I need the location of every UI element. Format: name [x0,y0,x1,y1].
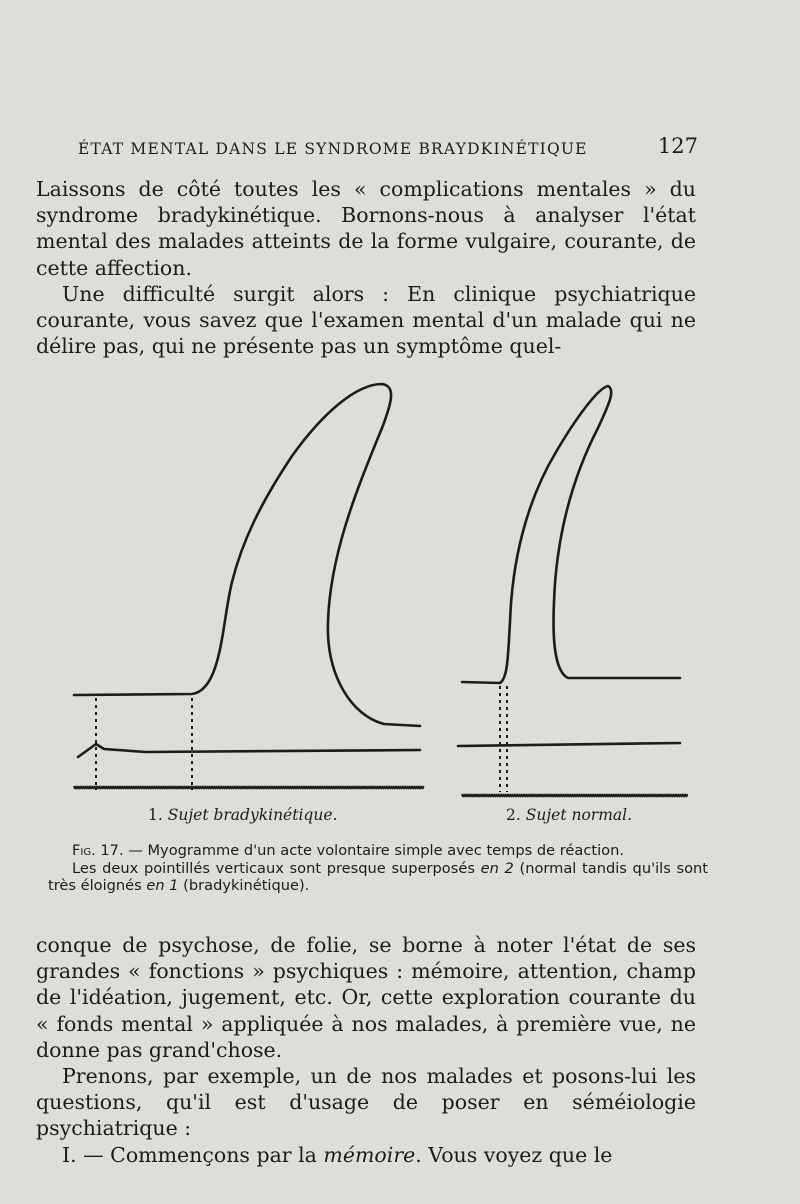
baseline-normal [458,743,680,746]
myogram-figure [60,372,700,808]
memoire-text-a: I. — Commençons par la [62,1142,324,1167]
subfigure-label-bradykinetic [148,806,337,824]
subfigure-label-normal [506,806,632,824]
caption-em-1: en 2 [480,859,514,877]
memoire-emphasis: mémoire [323,1142,416,1167]
caption-line-2 [48,860,708,895]
figure-caption [48,842,708,895]
subfigure-name-2: Sujet normal. [525,806,633,824]
myogram-curve-normal [462,386,680,683]
subfigure-name-1: Sujet bradykinétique. [167,806,338,824]
time-marker-normal [462,794,687,797]
body-text-bottom [36,932,696,1168]
body-text-top [36,176,696,359]
subfigure-number-1: 1. [148,806,163,824]
paragraph-prenons: Prenons, par exemple, un de nos malades et posons-lui les questions, qu'il est d'usage de poser en séméiologie psychiatrique : [36,1064,696,1141]
baseline-bradykinetic [78,744,420,757]
subfigure-number-2: 2. [506,806,521,824]
paragraph-complications: Laissons de côté toutes les « complications mentales » du syndrome bradykinétique. Bornons-nous à analyser l'état mental des malades atteints de la forme vulgaire, courante, de cette affection. [36,177,696,280]
caption-text-2a: Les deux pointillés verticaux sont presque superposés [72,859,481,877]
running-header [78,134,698,158]
caption-text-2c: (bradykinétique). [178,877,310,894]
running-title: ÉTAT MENTAL DANS LE SYNDROME BRAYDKINÉTIQUE [78,140,588,158]
myogram-curve-bradykinetic [74,384,420,726]
caption-fig-label: Fig. 17. [72,842,124,859]
myogram-drawing [60,372,700,808]
memoire-text-b: . Vous voyez que le [415,1142,613,1167]
caption-line-1 [48,842,708,860]
paragraph-difficulte: Une difficulté surgit alors : En clinique psychiatrique courante, vous savez que l'examen mental d'un malade qui ne délire pas, qui ne présente pas un symptôme quel- [36,281,696,359]
page-number: 127 [657,134,698,158]
paragraph-memoire [36,1142,696,1168]
caption-text-2b: (normal tandis qu'ils sont très éloignés [48,859,708,894]
caption-em-2: en 1 [146,877,179,894]
caption-text-1: — Myogramme d'un acte volontaire simple avec temps de réaction. [123,842,624,859]
time-marker-bradykinetic [74,786,424,789]
paragraph-psychose: conque de psychose, de folie, se borne à noter l'état de ses grandes « fonctions » psychiques : mémoire, attention, champ de l'idéation, jugement, etc. Or, cette exploration courante du « fonds mental » appliquée à nos malades, à première vue, ne donne pas grand'chose. [36,933,696,1062]
